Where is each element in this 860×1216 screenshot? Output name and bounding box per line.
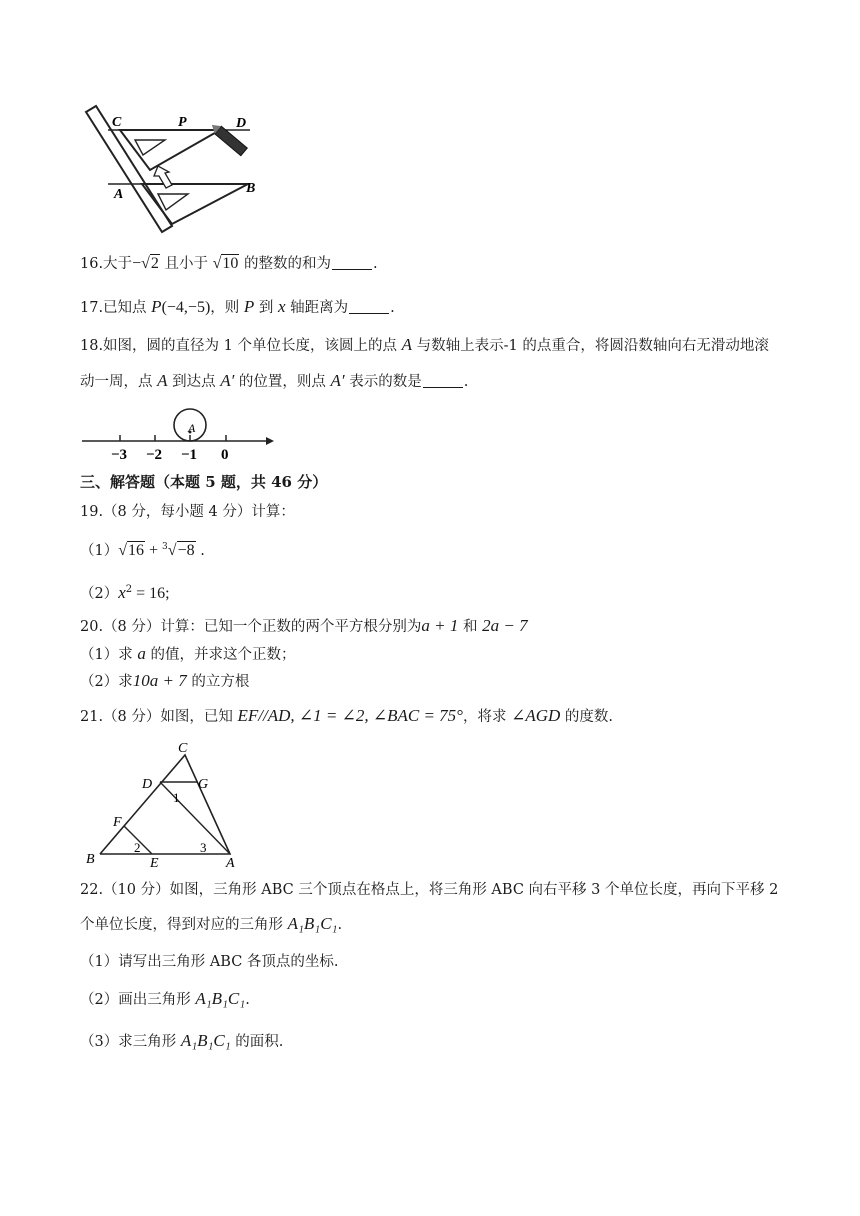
section-heading: 三、解答题（本题 5 题，共 46 分） (80, 473, 328, 491)
question-22-part3: （3）求三角形 A₁B₁C₁ 的面积. (80, 1031, 284, 1050)
fig21-label-b: B (86, 852, 95, 867)
fig15-label-c: C (112, 115, 122, 130)
question-22-line2: 个单位长度，得到对应的三角形 A₁B₁C₁. (80, 914, 343, 933)
fig21-angle-2: 2 (134, 840, 141, 855)
question-19-part2: $(2)x^2 = 16$; (80, 582, 170, 602)
figure-triangle (80, 740, 250, 870)
answer-blank (332, 255, 372, 270)
fig21-label-d: D (142, 777, 153, 792)
question-22-line1: 22.（10 分）如图，三角形 ABC 三个顶点在格点上，将三角形 ABC 向右平移 3 个单位长度，再向下平移 2 (80, 882, 779, 898)
sqrt-symbol: √ (118, 541, 128, 559)
circle-point-a: A (188, 421, 196, 435)
question-21: 21.（8 分）如图，已知 EF//AD, ∠1 = ∠2, ∠BAC = 75°，将求 ∠AGD 的度数. (80, 706, 613, 725)
fig15-label-a: A (114, 187, 124, 202)
fig21-label-e: E (150, 856, 159, 870)
fig21-angle-3: 3 (200, 840, 207, 855)
question-20-part2: （2）求10a + 7 的立方根 (80, 671, 250, 690)
fig15-label-p: P (178, 115, 187, 130)
question-20-heading: 20.（8 分）计算：已知一个正数的两个平方根分别为a + 1 和 2a − 7 (80, 616, 528, 635)
question-17: 17.已知点 P(−4,−5)，则 P 到 x 轴距离为 . (80, 297, 395, 316)
question-18-line2: 动一周，点 A 到达点 A′ 的位置，则点 A′ 表示的数是 . (80, 371, 469, 390)
radicand-10: 10 (222, 255, 239, 272)
fig15-label-d: D (236, 116, 247, 131)
tick-label-neg1: −1 (181, 447, 198, 463)
tick-label-neg2: −2 (146, 447, 163, 463)
figure-set-square (80, 100, 280, 240)
fig21-label-a: A (226, 856, 235, 870)
question-19-heading: 19.（8 分，每小题 4 分）计算： (80, 504, 295, 520)
question-22-part1: （1）请写出三角形 ABC 各顶点的坐标. (80, 954, 339, 970)
tick-label-0: 0 (221, 447, 229, 463)
fig21-label-f: F (113, 815, 122, 830)
tick-label-neg3: −3 (111, 447, 128, 463)
cube-root-symbol: √ (167, 541, 177, 559)
question-18-line1: 18.如图，圆的直径为 1 个单位长度，该圆上的点 A 与数轴上表示-1 的点重合，将圆沿数轴向右无滑动地滚 (80, 335, 769, 354)
question-19-part1: （1）√16 + $^3$√−8 . (80, 541, 205, 559)
fig21-label-g: G (198, 777, 209, 792)
sqrt-symbol: √ (212, 255, 222, 272)
sqrt-symbol: √ (141, 255, 150, 272)
fig21-angle-1: 1 (173, 790, 180, 805)
fig21-label-c: C (178, 741, 188, 756)
question-20-part1: （1）求 a 的值，并求这个正数； (80, 644, 296, 663)
answer-blank (349, 299, 389, 314)
question-16: 16.大于−√2 且小于 √10 的整数的和为 . (80, 255, 378, 272)
fig15-label-b: B (246, 181, 256, 196)
radicand-2: 2 (150, 255, 159, 272)
figure-number-line (80, 404, 280, 464)
minus-sign: − (132, 255, 142, 272)
question-22-part2: （2）画出三角形 A₁B₁C₁. (80, 989, 250, 1008)
answer-blank (423, 373, 463, 388)
